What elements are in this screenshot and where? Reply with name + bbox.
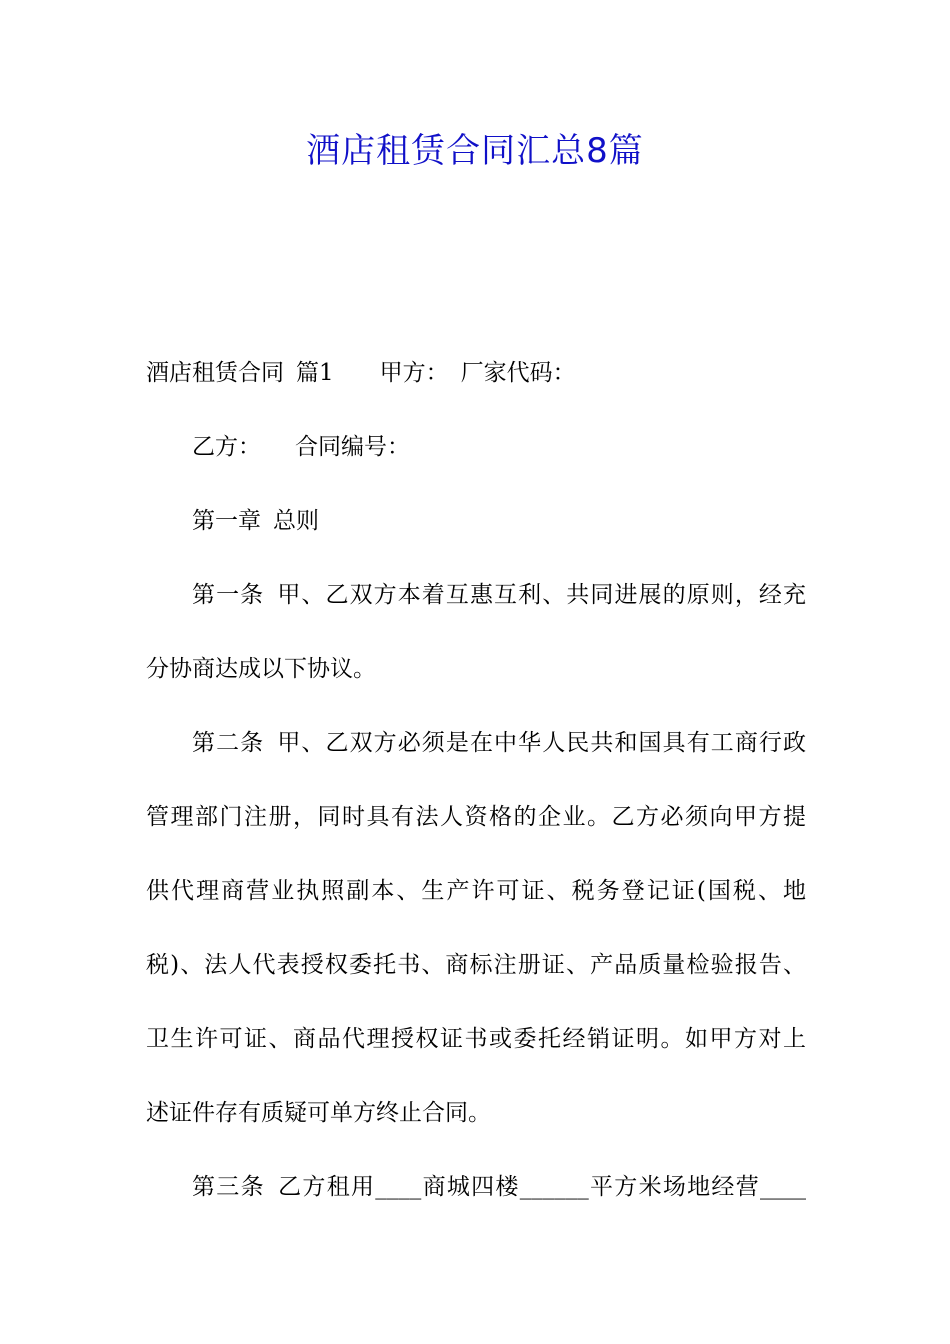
article-3-line-1	[146, 1150, 806, 1224]
party-a-label: 甲方：	[379, 360, 449, 386]
party-b-line	[146, 410, 806, 484]
article-2-text-2: 管理部门注册，同时具有法人资格的企业。乙方必须向甲方提	[146, 804, 806, 830]
document-body	[146, 336, 806, 1224]
article-3-label: 第三条	[192, 1174, 265, 1200]
contract-heading: 酒店租赁合同	[146, 360, 284, 386]
article-2-label: 第二条	[192, 730, 265, 756]
article-2-text-6: 述证件存有质疑可单方终止合同。	[146, 1100, 491, 1126]
article-2-text-4: 税)、法人代表授权委托书、商标注册证、产品质量检验报告、	[146, 952, 806, 978]
party-b-label: 乙方：	[192, 434, 261, 460]
contract-number-label: 合同编号：	[295, 434, 410, 460]
section-number: 篇1	[296, 360, 334, 386]
chapter-heading	[146, 484, 806, 558]
article-2-line-5	[146, 1002, 806, 1076]
article-2-line-1	[146, 706, 806, 780]
header-line	[146, 336, 806, 410]
article-2-line-4	[146, 928, 806, 1002]
article-1-line-1	[146, 558, 806, 632]
chapter-number: 第一章	[192, 508, 261, 534]
article-2-text-5: 卫生许可证、商品代理授权证书或委托经销证明。如甲方对上	[146, 1026, 806, 1052]
article-1-label: 第一条	[192, 582, 265, 608]
article-2-line-6	[146, 1076, 806, 1150]
article-1-text-2: 分协商达成以下协议。	[146, 656, 376, 682]
article-2-text-1: 甲、乙双方必须是在中华人民共和国具有工商行政	[276, 730, 807, 756]
article-2-text-3: 供代理商营业执照副本、生产许可证、税务登记证(国税、地	[146, 878, 806, 904]
article-1-text-1: 甲、乙双方本着互惠互利、共同进展的原则，经充	[276, 582, 807, 608]
article-3-text-1: 乙方租用____商城四楼______平方米场地经营____	[276, 1174, 807, 1200]
vendor-code-label: 厂家代码：	[460, 360, 576, 386]
article-2-line-2	[146, 780, 806, 854]
chapter-name: 总则	[273, 508, 319, 534]
document-title: 酒店租赁合同汇总8篇	[306, 131, 644, 171]
article-1-line-2	[146, 632, 806, 706]
article-2-line-3	[146, 854, 806, 928]
